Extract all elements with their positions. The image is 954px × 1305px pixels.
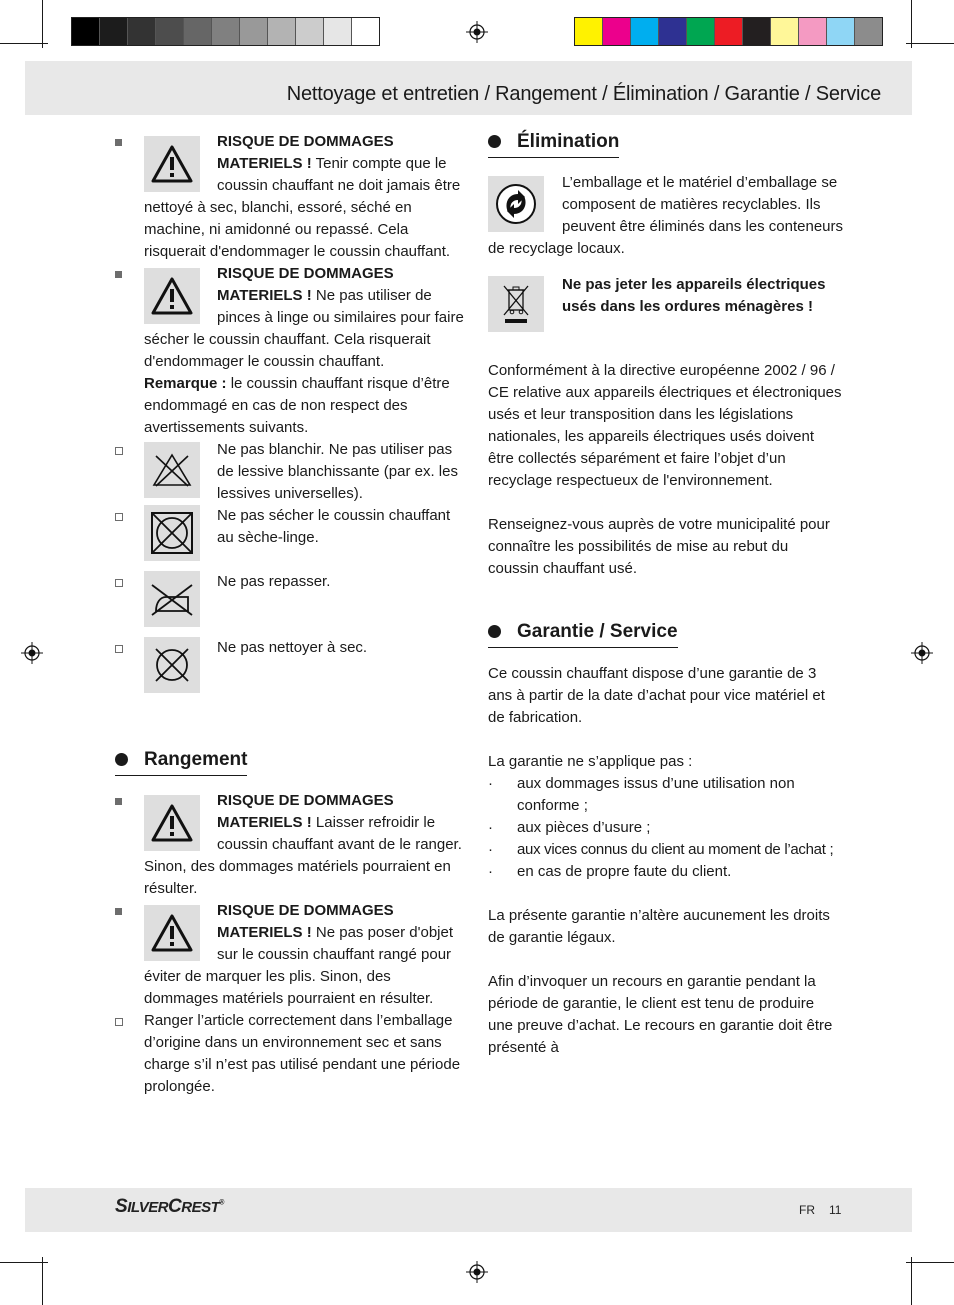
color-swatch <box>212 18 240 45</box>
legal-rights-text: La présente garantie n’altère aucunement les droits de garantie légaux. <box>488 907 830 946</box>
crop-mark <box>906 1262 954 1263</box>
crop-mark <box>0 43 48 44</box>
warning-label: RISQUE DE DOMMAGES MATERIELS ! <box>217 902 394 941</box>
warning-text: Tenir compte que le coussin chauffant ne doit jamais être nettoyé à sec, blanchi, essoré, séché en machine, ni amidonné ou repassé. Cela risquerait d'endommager le coussin chauffant. <box>144 155 461 260</box>
care-text: Ne pas blanchir. Ne pas utiliser pas de lessive blanchissante (par ex. les lessives universelles). <box>217 441 458 502</box>
warning-item <box>115 790 467 900</box>
color-swatch <box>240 18 268 45</box>
care-item <box>115 637 467 703</box>
crop-mark <box>42 0 43 48</box>
crop-mark <box>42 1257 43 1305</box>
crop-mark <box>906 43 954 44</box>
color-scale-bar <box>574 17 883 46</box>
care-item <box>115 505 467 571</box>
storage-item <box>115 1010 467 1098</box>
packaging-block <box>488 172 843 260</box>
no-iron-icon <box>144 571 200 627</box>
green-dot-recycling-icon <box>488 176 544 232</box>
color-swatch <box>715 18 743 45</box>
no-bleach-icon <box>144 442 200 498</box>
color-swatch <box>827 18 855 45</box>
list-item: · en cas de propre faute du client. <box>488 861 843 883</box>
section-title: Élimination <box>517 131 620 152</box>
square-bullet <box>115 139 122 146</box>
care-item <box>115 571 467 637</box>
silvercrest-logo: SILVERCREST® <box>115 1196 224 1217</box>
disposal-info-text: Renseignez-vous auprès de votre municipalité pour connaître les possibilités de mise au rebut du coussin chauffant usé. <box>488 516 830 577</box>
square-bullet <box>115 798 122 805</box>
crossed-bin-icon <box>488 276 544 332</box>
crop-mark <box>911 0 912 48</box>
color-swatch <box>575 18 603 45</box>
color-swatch <box>324 18 352 45</box>
list-item: · aux pièces d’usure ; <box>488 817 843 839</box>
exclusions-list <box>488 773 843 883</box>
registration-mark-icon <box>466 21 488 43</box>
box-bullet <box>115 447 123 455</box>
storage-text: Ranger l’article correctement dans l’emballage d’origine dans un environnement sec et sans charge s’il n’est pas utilisé pendant une période prolongée. <box>144 1012 461 1095</box>
packaging-text: L’emballage et le matériel d’emballage se composent de matières recyclables. Ils peuvent être éliminés dans les conteneurs de recyclage locaux. <box>488 174 844 257</box>
registration-mark-icon <box>911 642 933 664</box>
color-swatch <box>603 18 631 45</box>
color-swatch <box>128 18 156 45</box>
section-heading-elimination <box>488 131 619 158</box>
color-swatch <box>659 18 687 45</box>
registration-mark-icon <box>21 642 43 664</box>
page-number <box>799 1203 841 1217</box>
warning-item <box>115 900 467 1010</box>
warning-text: Laisser refroidir le coussin chauffant avant de le ranger. Sinon, des dommages matériels pourraient en résulter. <box>144 814 462 897</box>
gray-scale-bar <box>71 17 380 46</box>
warning-item <box>115 263 467 439</box>
color-swatch <box>268 18 296 45</box>
care-text: Ne pas repasser. <box>217 573 331 590</box>
color-swatch <box>184 18 212 45</box>
no-tumble-dry-icon <box>144 505 200 561</box>
no-dry-clean-icon <box>144 637 200 693</box>
section-title: Rangement <box>144 749 248 770</box>
warning-label: RISQUE DE DOMMAGES MATERIELS ! <box>217 792 394 831</box>
color-swatch <box>100 18 128 45</box>
section-bullet-icon <box>488 135 501 148</box>
warning-icon <box>144 136 200 192</box>
warning-icon <box>144 268 200 324</box>
warning-item <box>115 131 467 263</box>
color-swatch <box>72 18 100 45</box>
warranty-claim-text: Afin d’invoquer un recours en garantie pendant la période de garantie, le client est tenu de produire une preuve d’achat. Le recours en garantie doit être présenté à <box>488 973 833 1056</box>
color-swatch <box>855 18 882 45</box>
box-bullet <box>115 1018 123 1026</box>
care-text: Ne pas nettoyer à sec. <box>217 639 368 656</box>
list-item: · aux vices connus du client au moment de l’achat ; <box>488 839 843 861</box>
weee-block <box>488 274 843 338</box>
exclusions-intro: La garantie ne s’applique pas : <box>488 753 693 770</box>
color-swatch <box>156 18 184 45</box>
registration-mark-icon <box>466 1261 488 1283</box>
box-bullet <box>115 645 123 653</box>
warning-label: RISQUE DE DOMMAGES MATERIELS ! <box>217 133 394 172</box>
page-title: Nettoyage et entretien / Rangement / Élimination / Garantie / Service <box>286 83 881 105</box>
left-column <box>115 131 467 1098</box>
note-text: le coussin chauffant risque d’être endommagé en cas de non respect des avertissements suivants. <box>144 375 450 436</box>
warning-icon <box>144 905 200 961</box>
color-swatch <box>743 18 771 45</box>
warning-label: RISQUE DE DOMMAGES MATERIELS ! <box>217 265 394 304</box>
directive-text: Conformément à la directive européenne 2002 / 96 / CE relative aux appareils électriques et électroniques usés et leur transposition dans les législations nationales, les appareils électriques usés doivent être collectés séparément et faire l’objet d’un recyclage respectueux de l'environnement. <box>488 362 842 489</box>
box-bullet <box>115 513 123 521</box>
right-column <box>488 131 843 1059</box>
box-bullet <box>115 579 123 587</box>
color-swatch <box>687 18 715 45</box>
color-swatch <box>631 18 659 45</box>
color-swatch <box>296 18 324 45</box>
care-item <box>115 439 467 505</box>
section-heading-garantie <box>488 621 678 648</box>
section-bullet-icon <box>488 625 501 638</box>
crop-mark <box>911 1257 912 1305</box>
color-swatch <box>799 18 827 45</box>
section-bullet-icon <box>115 753 128 766</box>
section-title: Garantie / Service <box>517 621 678 642</box>
square-bullet <box>115 908 122 915</box>
language-code: FR <box>799 1203 815 1217</box>
warning-text: Ne pas poser d'objet sur le coussin chauffant rangé pour éviter de marquer les plis. Sinon, des dommages matériels pourraient en résulter. <box>144 924 454 1007</box>
color-swatch <box>771 18 799 45</box>
note-label: Remarque : <box>144 375 227 392</box>
page-number-value: 11 <box>829 1203 842 1217</box>
section-heading-rangement <box>115 749 247 776</box>
weee-warning: Ne pas jeter les appareils électriques usés dans les ordures ménagères ! <box>562 276 826 315</box>
color-swatch <box>352 18 379 45</box>
warning-text: Ne pas utiliser de pinces à linge ou similaires pour faire sécher le coussin chauffant. Cela risquerait d'endommager le coussin chauffant. <box>144 287 464 370</box>
crop-mark <box>0 1262 48 1263</box>
list-item: · aux dommages issus d’une utilisation non conforme ; <box>488 773 843 817</box>
warranty-intro: Ce coussin chauffant dispose d’une garantie de 3 ans à partir de la date d’achat pour vice matériel et de fabrication. <box>488 665 825 726</box>
care-text: Ne pas sécher le coussin chauffant au sèche-linge. <box>217 507 451 546</box>
square-bullet <box>115 271 122 278</box>
warning-icon <box>144 795 200 851</box>
